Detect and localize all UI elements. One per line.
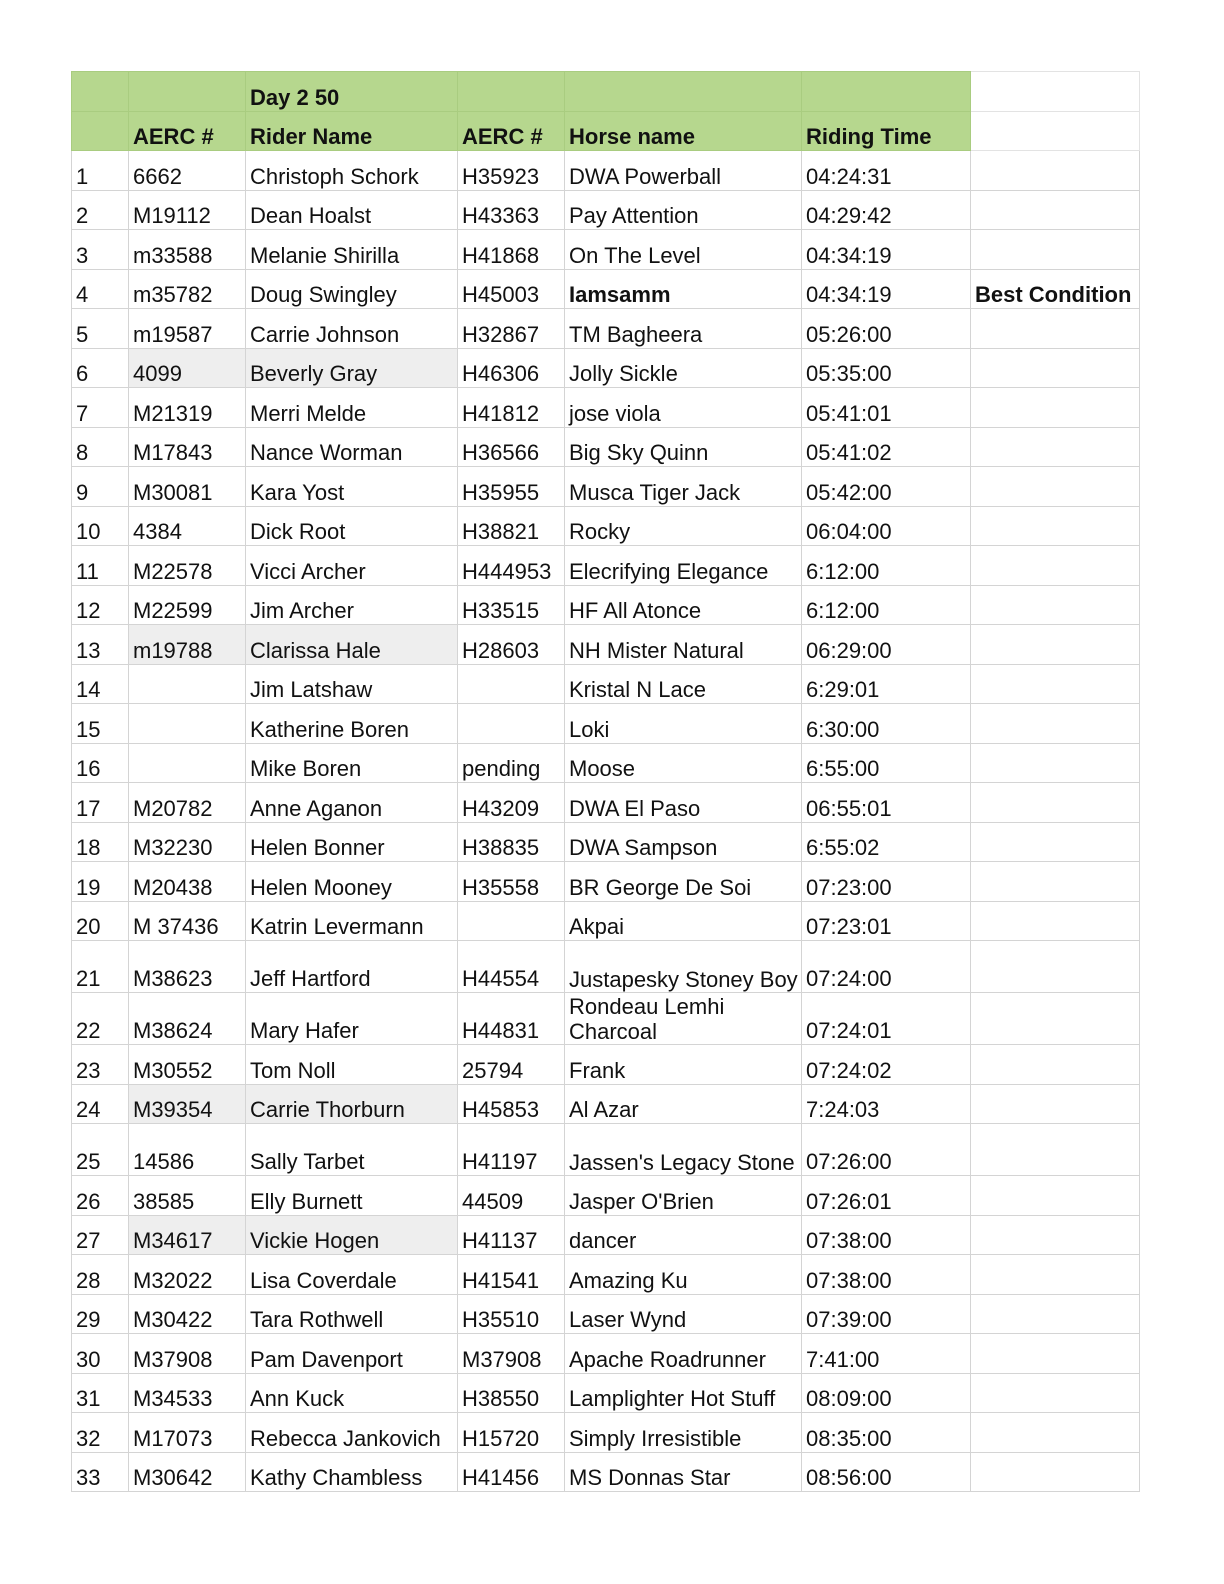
cell-rider-aerc: M20782 [129, 783, 246, 823]
cell-position: 1 [72, 151, 129, 191]
cell-rider-aerc: M22578 [129, 546, 246, 586]
cell-horse-name: Musca Tiger Jack [565, 467, 802, 507]
cell-rider-name: Jim Archer [246, 585, 458, 625]
cell-horse-name: TM Bagheera [565, 309, 802, 349]
table-row [72, 743, 1140, 783]
cell-rider-aerc: M30552 [129, 1045, 246, 1085]
table-row [72, 230, 1140, 270]
cell-riding-time: 6:55:02 [802, 822, 971, 862]
cell-horse-aerc: H35510 [458, 1294, 565, 1334]
table-row [72, 704, 1140, 744]
cell-position: 4 [72, 269, 129, 309]
cell-horse-aerc: H41137 [458, 1215, 565, 1255]
cell-position: 12 [72, 585, 129, 625]
cell-rider-aerc: M34617 [129, 1215, 246, 1255]
header-cell [129, 72, 246, 112]
cell-rider-name: Ann Kuck [246, 1373, 458, 1413]
cell-horse-name: jose viola [565, 388, 802, 428]
cell-riding-time: 6:55:00 [802, 743, 971, 783]
cell-rider-aerc: M34533 [129, 1373, 246, 1413]
cell-rider-aerc: m35782 [129, 269, 246, 309]
cell-riding-time: 7:24:03 [802, 1084, 971, 1124]
table-row [72, 269, 1140, 309]
cell-riding-time: 05:41:01 [802, 388, 971, 428]
cell-rider-name: Mike Boren [246, 743, 458, 783]
cell-horse-name: Jassen's Legacy Stone [565, 1124, 802, 1176]
cell-award [971, 190, 1140, 230]
cell-position: 25 [72, 1124, 129, 1176]
cell-position: 26 [72, 1176, 129, 1216]
cell-riding-time: 07:23:00 [802, 862, 971, 902]
cell-horse-name: On The Level [565, 230, 802, 270]
cell-horse-aerc: H38550 [458, 1373, 565, 1413]
cell-position: 20 [72, 901, 129, 941]
cell-position: 33 [72, 1452, 129, 1492]
cell-horse-aerc: M37908 [458, 1334, 565, 1374]
table-row [72, 309, 1140, 349]
cell-award [971, 704, 1140, 744]
table-row [72, 1124, 1140, 1176]
cell-position: 18 [72, 822, 129, 862]
cell-rider-aerc: M17843 [129, 427, 246, 467]
cell-rider-name: Kara Yost [246, 467, 458, 507]
cell-award [971, 664, 1140, 704]
table-row [72, 348, 1140, 388]
cell-riding-time: 08:09:00 [802, 1373, 971, 1413]
cell-riding-time: 06:04:00 [802, 506, 971, 546]
cell-rider-aerc: M 37436 [129, 901, 246, 941]
cell-horse-name: DWA Sampson [565, 822, 802, 862]
column-header-horse-name: Horse name [565, 111, 802, 151]
cell-riding-time: 07:23:01 [802, 901, 971, 941]
cell-rider-aerc: M30642 [129, 1452, 246, 1492]
table-row [72, 1452, 1140, 1492]
cell-position: 2 [72, 190, 129, 230]
cell-award [971, 506, 1140, 546]
cell-award [971, 1176, 1140, 1216]
cell-horse-aerc: H15720 [458, 1413, 565, 1453]
cell-horse-name: Frank [565, 1045, 802, 1085]
cell-rider-name: Jim Latshaw [246, 664, 458, 704]
cell-rider-name: Dean Hoalst [246, 190, 458, 230]
cell-award [971, 467, 1140, 507]
cell-horse-aerc: H41197 [458, 1124, 565, 1176]
cell-position: 7 [72, 388, 129, 428]
cell-rider-name: Pam Davenport [246, 1334, 458, 1374]
table-row [72, 546, 1140, 586]
cell-rider-name: Carrie Thorburn [246, 1084, 458, 1124]
column-header-row [72, 111, 1140, 151]
cell-rider-aerc: 6662 [129, 151, 246, 191]
table-row [72, 1334, 1140, 1374]
cell-riding-time: 6:29:01 [802, 664, 971, 704]
cell-rider-aerc: 14586 [129, 1124, 246, 1176]
cell-position: 9 [72, 467, 129, 507]
cell-position: 27 [72, 1215, 129, 1255]
cell-rider-name: Beverly Gray [246, 348, 458, 388]
cell-horse-aerc: H46306 [458, 348, 565, 388]
cell-horse-name: Rocky [565, 506, 802, 546]
cell-rider-name: Katherine Boren [246, 704, 458, 744]
cell-award [971, 862, 1140, 902]
cell-horse-name: Amazing Ku [565, 1255, 802, 1295]
cell-rider-name: Lisa Coverdale [246, 1255, 458, 1295]
cell-award [971, 1084, 1140, 1124]
results-table [71, 71, 1140, 1492]
cell-horse-aerc: H36566 [458, 427, 565, 467]
cell-riding-time: 04:34:19 [802, 230, 971, 270]
table-row [72, 1215, 1140, 1255]
cell-position: 13 [72, 625, 129, 665]
table-row [72, 585, 1140, 625]
cell-award [971, 1294, 1140, 1334]
table-row [72, 783, 1140, 823]
cell-award [971, 427, 1140, 467]
table-row [72, 862, 1140, 902]
cell-riding-time: 04:29:42 [802, 190, 971, 230]
cell-position: 29 [72, 1294, 129, 1334]
cell-riding-time: 05:26:00 [802, 309, 971, 349]
cell-riding-time: 05:42:00 [802, 467, 971, 507]
cell-horse-aerc [458, 704, 565, 744]
cell-rider-aerc: m33588 [129, 230, 246, 270]
cell-horse-name: NH Mister Natural [565, 625, 802, 665]
column-header-position [72, 111, 129, 151]
cell-riding-time: 06:55:01 [802, 783, 971, 823]
cell-rider-aerc: M21319 [129, 388, 246, 428]
table-row [72, 1176, 1140, 1216]
cell-horse-name: Simply Irresistible [565, 1413, 802, 1453]
cell-rider-name: Vickie Hogen [246, 1215, 458, 1255]
table-row [72, 1045, 1140, 1085]
table-row [72, 1084, 1140, 1124]
cell-rider-aerc: m19587 [129, 309, 246, 349]
column-header-award [971, 111, 1140, 151]
title-row [72, 72, 1140, 112]
cell-rider-name: Carrie Johnson [246, 309, 458, 349]
cell-position: 30 [72, 1334, 129, 1374]
cell-riding-time: 05:35:00 [802, 348, 971, 388]
cell-rider-name: Dick Root [246, 506, 458, 546]
cell-award [971, 585, 1140, 625]
cell-rider-name: Clarissa Hale [246, 625, 458, 665]
table-row [72, 625, 1140, 665]
cell-award [971, 1413, 1140, 1453]
cell-horse-aerc: 44509 [458, 1176, 565, 1216]
column-header-rider-name: Rider Name [246, 111, 458, 151]
cell-position: 22 [72, 993, 129, 1045]
cell-award [971, 743, 1140, 783]
cell-award [971, 309, 1140, 349]
cell-horse-aerc: H41541 [458, 1255, 565, 1295]
cell-position: 17 [72, 783, 129, 823]
cell-rider-name: Rebecca Jankovich [246, 1413, 458, 1453]
cell-position: 31 [72, 1373, 129, 1413]
cell-rider-aerc [129, 704, 246, 744]
cell-horse-aerc: H44554 [458, 941, 565, 993]
cell-horse-aerc: pending [458, 743, 565, 783]
cell-position: 3 [72, 230, 129, 270]
cell-riding-time: 08:56:00 [802, 1452, 971, 1492]
cell-horse-name: Kristal N Lace [565, 664, 802, 704]
cell-award: Best Condition [971, 269, 1140, 309]
sheet-title: Day 2 50 [246, 72, 458, 112]
table-row [72, 822, 1140, 862]
cell-rider-name: Nance Worman [246, 427, 458, 467]
cell-position: 23 [72, 1045, 129, 1085]
table-row [72, 388, 1140, 428]
cell-rider-aerc [129, 743, 246, 783]
cell-horse-name: Jolly Sickle [565, 348, 802, 388]
cell-horse-aerc: H41456 [458, 1452, 565, 1492]
cell-horse-aerc: H28603 [458, 625, 565, 665]
cell-rider-aerc: M38624 [129, 993, 246, 1045]
cell-position: 10 [72, 506, 129, 546]
cell-rider-name: Melanie Shirilla [246, 230, 458, 270]
table-row [72, 901, 1140, 941]
cell-award [971, 1124, 1140, 1176]
cell-horse-aerc: H45003 [458, 269, 565, 309]
table-row [72, 1373, 1140, 1413]
cell-horse-aerc: H32867 [458, 309, 565, 349]
cell-rider-aerc [129, 664, 246, 704]
cell-award [971, 1373, 1140, 1413]
cell-position: 21 [72, 941, 129, 993]
header-cell [565, 72, 802, 112]
cell-award [971, 348, 1140, 388]
cell-rider-aerc: 38585 [129, 1176, 246, 1216]
cell-riding-time: 08:35:00 [802, 1413, 971, 1453]
cell-horse-name: Rondeau Lemhi Charcoal [565, 993, 802, 1045]
table-row [72, 151, 1140, 191]
cell-rider-aerc: M20438 [129, 862, 246, 902]
cell-horse-aerc: H45853 [458, 1084, 565, 1124]
cell-horse-name: Big Sky Quinn [565, 427, 802, 467]
header-cell [971, 72, 1140, 112]
cell-award [971, 901, 1140, 941]
cell-rider-name: Vicci Archer [246, 546, 458, 586]
cell-position: 6 [72, 348, 129, 388]
cell-horse-name: DWA El Paso [565, 783, 802, 823]
cell-award [971, 546, 1140, 586]
cell-position: 16 [72, 743, 129, 783]
cell-horse-aerc: H33515 [458, 585, 565, 625]
cell-horse-name: BR George De Soi [565, 862, 802, 902]
table-row [72, 1413, 1140, 1453]
cell-rider-name: Tom Noll [246, 1045, 458, 1085]
cell-horse-aerc: H35558 [458, 862, 565, 902]
cell-riding-time: 7:41:00 [802, 1334, 971, 1374]
cell-rider-aerc: 4099 [129, 348, 246, 388]
table-row [72, 427, 1140, 467]
cell-award [971, 822, 1140, 862]
table-row [72, 190, 1140, 230]
cell-position: 15 [72, 704, 129, 744]
column-header-riding-time: Riding Time [802, 111, 971, 151]
cell-horse-aerc: 25794 [458, 1045, 565, 1085]
header-cell [72, 72, 129, 112]
cell-horse-name: dancer [565, 1215, 802, 1255]
cell-riding-time: 07:24:01 [802, 993, 971, 1045]
cell-rider-aerc: M17073 [129, 1413, 246, 1453]
cell-position: 32 [72, 1413, 129, 1453]
cell-rider-aerc: M32230 [129, 822, 246, 862]
cell-rider-aerc: M38623 [129, 941, 246, 993]
cell-horse-aerc: H41812 [458, 388, 565, 428]
table-row [72, 506, 1140, 546]
cell-award [971, 1215, 1140, 1255]
cell-riding-time: 6:12:00 [802, 585, 971, 625]
cell-horse-aerc: H43209 [458, 783, 565, 823]
cell-rider-name: Jeff Hartford [246, 941, 458, 993]
cell-horse-name: Pay Attention [565, 190, 802, 230]
column-header-rider-aerc: AERC # [129, 111, 246, 151]
cell-award [971, 1452, 1140, 1492]
cell-rider-name: Sally Tarbet [246, 1124, 458, 1176]
cell-riding-time: 07:39:00 [802, 1294, 971, 1334]
cell-award [971, 1045, 1140, 1085]
cell-horse-name: MS Donnas Star [565, 1452, 802, 1492]
cell-position: 24 [72, 1084, 129, 1124]
cell-position: 8 [72, 427, 129, 467]
cell-position: 28 [72, 1255, 129, 1295]
cell-rider-aerc: M30081 [129, 467, 246, 507]
cell-horse-aerc: H43363 [458, 190, 565, 230]
cell-horse-aerc: H35955 [458, 467, 565, 507]
results-table-body [72, 72, 1140, 1492]
header-cell [458, 72, 565, 112]
cell-riding-time: 07:24:02 [802, 1045, 971, 1085]
cell-horse-aerc: H44831 [458, 993, 565, 1045]
cell-horse-aerc: H38821 [458, 506, 565, 546]
cell-riding-time: 05:41:02 [802, 427, 971, 467]
cell-horse-aerc [458, 901, 565, 941]
cell-riding-time: 07:26:01 [802, 1176, 971, 1216]
cell-rider-name: Mary Hafer [246, 993, 458, 1045]
table-row [72, 1294, 1140, 1334]
cell-award [971, 151, 1140, 191]
cell-riding-time: 6:12:00 [802, 546, 971, 586]
cell-horse-name: HF All Atonce [565, 585, 802, 625]
cell-riding-time: 06:29:00 [802, 625, 971, 665]
cell-position: 19 [72, 862, 129, 902]
cell-horse-name: Laser Wynd [565, 1294, 802, 1334]
cell-award [971, 388, 1140, 428]
cell-riding-time: 07:24:00 [802, 941, 971, 993]
cell-horse-name: Justapesky Stoney Boy [565, 941, 802, 993]
cell-riding-time: 6:30:00 [802, 704, 971, 744]
cell-riding-time: 07:38:00 [802, 1255, 971, 1295]
cell-rider-aerc: M37908 [129, 1334, 246, 1374]
cell-riding-time: 07:38:00 [802, 1215, 971, 1255]
cell-award [971, 625, 1140, 665]
cell-rider-aerc: M22599 [129, 585, 246, 625]
cell-rider-name: Kathy Chambless [246, 1452, 458, 1492]
cell-rider-name: Anne Aganon [246, 783, 458, 823]
cell-horse-name: Al Azar [565, 1084, 802, 1124]
cell-horse-name: Apache Roadrunner [565, 1334, 802, 1374]
cell-position: 5 [72, 309, 129, 349]
cell-rider-aerc: M39354 [129, 1084, 246, 1124]
cell-rider-aerc: M32022 [129, 1255, 246, 1295]
cell-rider-aerc: M30422 [129, 1294, 246, 1334]
cell-rider-aerc: M19112 [129, 190, 246, 230]
cell-horse-aerc: H444953 [458, 546, 565, 586]
cell-horse-aerc: H41868 [458, 230, 565, 270]
cell-horse-name: DWA Powerball [565, 151, 802, 191]
cell-horse-name: Elecrifying Elegance [565, 546, 802, 586]
cell-position: 11 [72, 546, 129, 586]
cell-award [971, 783, 1140, 823]
cell-rider-name: Katrin Levermann [246, 901, 458, 941]
cell-award [971, 1334, 1140, 1374]
cell-award [971, 230, 1140, 270]
cell-award [971, 993, 1140, 1045]
table-row [72, 993, 1140, 1045]
cell-riding-time: 04:34:19 [802, 269, 971, 309]
cell-horse-name: Loki [565, 704, 802, 744]
cell-rider-name: Helen Mooney [246, 862, 458, 902]
cell-rider-name: Christoph Schork [246, 151, 458, 191]
cell-horse-name: Lamplighter Hot Stuff [565, 1373, 802, 1413]
cell-horse-name: Akpai [565, 901, 802, 941]
cell-horse-name: Moose [565, 743, 802, 783]
cell-rider-name: Helen Bonner [246, 822, 458, 862]
cell-rider-name: Tara Rothwell [246, 1294, 458, 1334]
cell-rider-name: Merri Melde [246, 388, 458, 428]
cell-horse-name: Jasper O'Brien [565, 1176, 802, 1216]
table-row [72, 664, 1140, 704]
cell-riding-time: 07:26:00 [802, 1124, 971, 1176]
table-row [72, 941, 1140, 993]
cell-horse-name: Iamsamm [565, 269, 802, 309]
header-cell [802, 72, 971, 112]
cell-horse-aerc: H35923 [458, 151, 565, 191]
cell-horse-aerc [458, 664, 565, 704]
table-row [72, 467, 1140, 507]
cell-award [971, 1255, 1140, 1295]
cell-position: 14 [72, 664, 129, 704]
cell-rider-aerc: 4384 [129, 506, 246, 546]
cell-award [971, 941, 1140, 993]
cell-rider-aerc: m19788 [129, 625, 246, 665]
cell-rider-name: Elly Burnett [246, 1176, 458, 1216]
table-row [72, 1255, 1140, 1295]
column-header-horse-aerc: AERC # [458, 111, 565, 151]
cell-horse-aerc: H38835 [458, 822, 565, 862]
cell-rider-name: Doug Swingley [246, 269, 458, 309]
cell-riding-time: 04:24:31 [802, 151, 971, 191]
